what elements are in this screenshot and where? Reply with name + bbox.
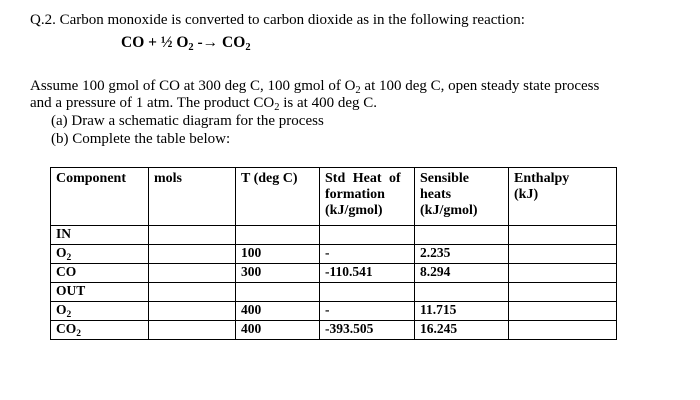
- header-line: (kJ): [514, 187, 539, 202]
- co2-subscript: 2: [245, 42, 251, 53]
- component-name: CO: [56, 321, 77, 336]
- cell-mols: [149, 302, 236, 321]
- cell-enthalpy: [509, 226, 617, 245]
- cell-component: [51, 264, 149, 283]
- cell-component: [51, 283, 149, 302]
- cell-enthalpy: [509, 264, 617, 283]
- component-name: OUT: [56, 283, 86, 298]
- reaction-equation: [121, 34, 251, 53]
- header-mols: mols: [149, 168, 236, 226]
- component-subscript: 2: [66, 253, 72, 263]
- cell-hf: [320, 226, 415, 245]
- table-header-row: [51, 168, 617, 226]
- header-line: Enthalpy: [514, 171, 570, 186]
- cell-enthalpy: [509, 283, 617, 302]
- header-line: formation: [325, 187, 385, 202]
- assumption-text: and a pressure of 1 atm. The product CO: [30, 95, 275, 111]
- component-name: CO: [56, 264, 77, 279]
- table-row: [51, 302, 617, 321]
- assumption-line-2: [30, 95, 377, 113]
- table-row: [51, 264, 617, 283]
- cell-temp: [236, 226, 320, 245]
- header-line: Sensible: [420, 171, 470, 186]
- component-subscript: 2: [66, 310, 72, 320]
- cell-mols: [149, 321, 236, 340]
- cell-mols: [149, 264, 236, 283]
- cell-hf: -110.541: [320, 264, 415, 283]
- header-enthalpy: [509, 168, 617, 226]
- table-row: [51, 245, 617, 264]
- assumption-text: at 100 deg C, open steady state process: [360, 78, 600, 94]
- header-sensible-heats: [415, 168, 509, 226]
- table-row: [51, 321, 617, 340]
- cell-sensible: [415, 283, 509, 302]
- cell-enthalpy: [509, 245, 617, 264]
- header-line: (kJ/gmol): [420, 203, 478, 218]
- cell-hf: -393.505: [320, 321, 415, 340]
- assumption-text: is at 400 deg C.: [279, 95, 377, 111]
- cell-sensible: 8.294: [415, 264, 509, 283]
- cell-temp: 400: [236, 302, 320, 321]
- cell-temp: 100: [236, 245, 320, 264]
- subscript: 2: [274, 102, 280, 113]
- assumption-line-1: [30, 78, 599, 96]
- component-name: O: [56, 302, 67, 317]
- cell-sensible: 16.245: [415, 321, 509, 340]
- cell-mols: [149, 226, 236, 245]
- table-row: [51, 283, 617, 302]
- cell-mols: [149, 245, 236, 264]
- assumption-text: Assume 100 gmol of CO at 300 deg C, 100 gmol of O: [30, 78, 356, 94]
- component-name: IN: [56, 226, 72, 241]
- equation-arrow-product: -→ CO: [193, 34, 246, 51]
- cell-enthalpy: [509, 321, 617, 340]
- cell-component: [51, 245, 149, 264]
- task-b: (b) Complete the table below:: [51, 131, 231, 147]
- cell-sensible: 11.715: [415, 302, 509, 321]
- header-line: (kJ/gmol): [325, 203, 383, 218]
- table-row: [51, 226, 617, 245]
- component-subscript: 2: [76, 329, 81, 339]
- cell-temp: [236, 283, 320, 302]
- component-name: O: [56, 245, 67, 260]
- subscript: 2: [355, 85, 361, 96]
- cell-sensible: [415, 226, 509, 245]
- header-temperature: T (deg C): [236, 168, 320, 226]
- header-component: Component: [51, 168, 149, 226]
- cell-enthalpy: [509, 302, 617, 321]
- cell-hf: -: [320, 245, 415, 264]
- header-line: Std Heat of: [325, 171, 401, 186]
- cell-sensible: 2.235: [415, 245, 509, 264]
- cell-temp: 300: [236, 264, 320, 283]
- cell-hf: -: [320, 302, 415, 321]
- header-line: heats: [420, 187, 452, 202]
- cell-mols: [149, 283, 236, 302]
- task-a: (a) Draw a schematic diagram for the process: [51, 113, 324, 129]
- cell-component: [51, 302, 149, 321]
- cell-component: [51, 321, 149, 340]
- cell-temp: 400: [236, 321, 320, 340]
- table-body: [51, 226, 617, 340]
- cell-component: [51, 226, 149, 245]
- header-heat-of-formation: [320, 168, 415, 226]
- cell-hf: [320, 283, 415, 302]
- enthalpy-table: [50, 167, 617, 340]
- o2-subscript: 2: [188, 42, 194, 53]
- equation-reactants: CO + ½ O: [121, 34, 189, 51]
- question-title: Q.2. Carbon monoxide is converted to carbon dioxide as in the following reaction:: [30, 12, 525, 28]
